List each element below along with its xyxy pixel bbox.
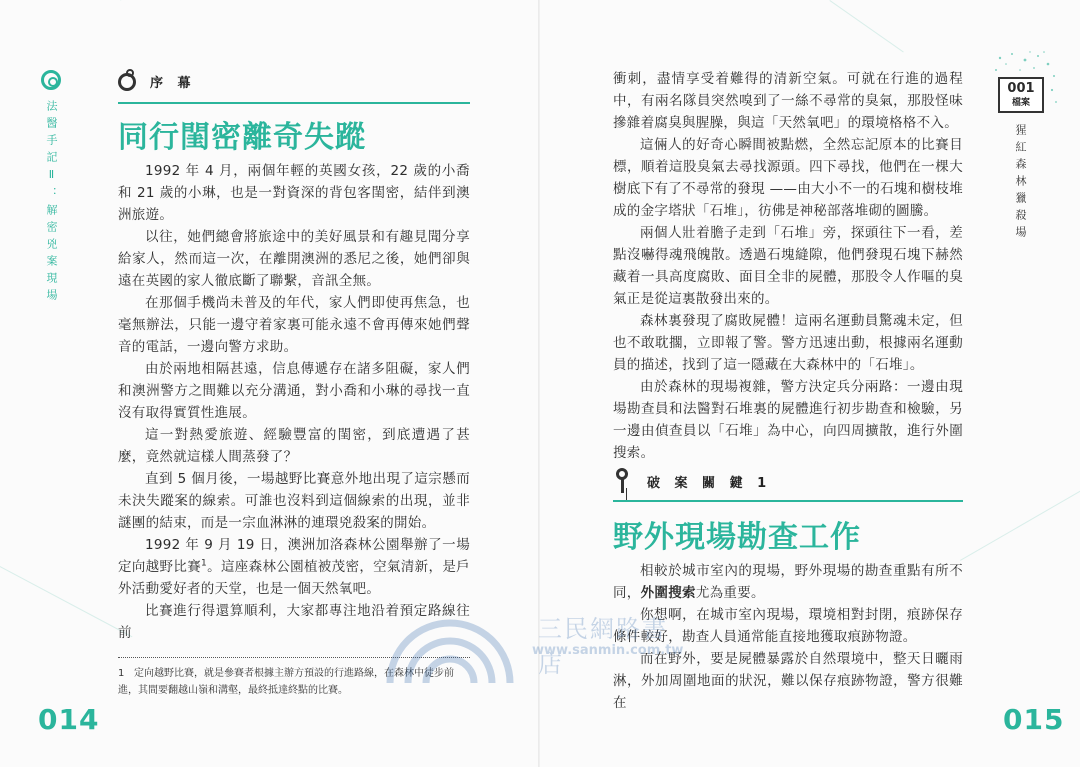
page-number-right: 015 bbox=[1003, 703, 1065, 736]
watermark-name: 三民網路書店 bbox=[538, 615, 668, 678]
watermark-url: www.sanmin.com.tw bbox=[532, 643, 684, 658]
case-file-tag bbox=[998, 77, 1044, 113]
section-title: 破 案 關 鍵 1 bbox=[647, 475, 772, 491]
paragraph: 由於兩地相隔甚遠，信息傳遞存在諸多阻礙，家人們和澳洲警方之間難以充分溝通，對小喬和小琳的尋找一直沒有取得實質性進展。 bbox=[118, 361, 470, 421]
paragraph: 兩個人壯着膽子走到「石堆」旁，探頭往下一看，差點沒嚇得魂飛魄散。透過石塊縫隙，他們發現石塊下赫然藏着一具高度腐敗、面目全非的屍體，那股令人作嘔的臭氣正是從這裏散發出來的。 bbox=[613, 225, 963, 307]
paragraph-emphasis: 相較於城市室內的現場，野外現場的勘查重點有所不同，外圍搜索尤為重要。 bbox=[613, 563, 963, 601]
footnote-divider bbox=[118, 657, 470, 658]
target-icon bbox=[41, 70, 61, 90]
decorative-line bbox=[960, 490, 1080, 561]
section-rule bbox=[613, 500, 963, 502]
paragraph-footnoted: 1992 年 9 月 19 日，澳洲加洛森林公園舉辦了一場定向越野比賽$^1$。這座森林公園植被茂密，空氣清新，是戶外活動愛好者的天堂，也是一個天然氧吧。 bbox=[118, 537, 470, 597]
emphasis-term: 外圍搜索 bbox=[640, 585, 696, 601]
section-title: 序 幕 bbox=[150, 76, 196, 91]
decorative-line bbox=[829, 0, 903, 52]
page-number-left: 014 bbox=[38, 703, 100, 736]
paragraph: 以往，她們總會將旅途中的美好風景和有趣見聞分享給家人，然而這一次，在離開澳洲的悉尼之後，她們卻與遠在英國的家人徹底斷了聯繫，音訊全無。 bbox=[118, 229, 470, 289]
paragraph-continued: 衝刺，盡情享受着難得的清新空氣。可就在行進的過程中，有兩名隊員突然嗅到了一絲不尋常的臭氣，那股怪味摻雜着腐臭與腥臊，與這「天然氧吧」的環境格格不入。 bbox=[613, 71, 963, 131]
paragraph: 比賽進行得還算順利，大家都專注地沿着預定路線往前 bbox=[118, 603, 470, 641]
chapter-headline: 同行閨密離奇失蹤 bbox=[118, 120, 366, 155]
paragraph: 這倆人的好奇心瞬間被點燃，全然忘記原本的比賽目標，順着這股臭氣去尋找源頭。四下尋找，他們在一棵大樹底下有了不尋常的發現 ——由大小不一的石塊和樹枝堆成的金字塔狀「石堆」，彷佛是神秘部落堆砌的圖騰。 bbox=[613, 137, 963, 219]
paragraph: 1992 年 4 月，兩個年輕的英國女孩，22 歲的小喬和 21 歲的小琳，也是一對資深的背包客閨密，結伴到澳洲旅遊。 bbox=[118, 163, 470, 223]
right-body-bottom bbox=[613, 560, 963, 714]
paragraph: 由於森林的現場複雜，警方決定兵分兩路：一邊由現場勘查員和法醫對石堆裏的屍體進行初步勘查和檢驗，另一邊由偵查員以「石堆」為中心，向四周擴散，進行外圍搜索。 bbox=[613, 379, 963, 461]
section-rule bbox=[118, 102, 470, 104]
paragraph: 你想啊，在城市室內現場，環境相對封閉，痕跡保存條件較好，勘查人員通常能直接地獲取痕跡物證。 bbox=[613, 607, 963, 645]
right-body-top bbox=[613, 68, 963, 464]
paragraph: 直到 5 個月後，一場越野比賽意外地出現了這宗懸而未決失蹤案的線索。可誰也沒料到這個線索的出現，並非謎團的結束，而是一宗血淋淋的連環兇殺案的開始。 bbox=[118, 471, 470, 531]
paragraph: 這一對熱愛旅遊、經驗豐富的閨密，到底遭遇了甚麼，竟然就這樣人間蒸發了？ bbox=[118, 427, 470, 465]
left-body-text bbox=[118, 160, 470, 644]
section-header bbox=[613, 468, 771, 494]
paragraph: 而在野外，要是屍體暴露於自然環境中，整天日曬雨淋，外加周圍地面的狀況，難以保存痕跡物證，警方很難在 bbox=[613, 651, 963, 711]
paragraph: 森林裏發現了腐敗屍體！這兩名運動員驚魂未定，但也不敢耽擱，立即報了警。警方迅速出動，根據兩名運動員的描述，找到了這一隱藏在大森林中的「石堆」。 bbox=[613, 313, 963, 373]
case-title-vertical: 猩紅森林獵殺場 bbox=[1014, 124, 1027, 243]
keys-icon bbox=[613, 468, 633, 494]
section-header bbox=[118, 72, 196, 91]
series-title-vertical: 法醫手記Ⅱ：解密兇案現場 bbox=[45, 100, 58, 306]
paragraph: 在那個手機尚未普及的年代，家人們即使再焦急，也毫無辦法，只能一邊守着家裏可能永遠不會再傳來她們聲音的電話，一邊向警方求助。 bbox=[118, 295, 470, 355]
footnote-number: 1 bbox=[118, 668, 125, 679]
stopwatch-icon bbox=[118, 73, 136, 91]
footnote-reference[interactable]: 1 bbox=[201, 558, 208, 569]
decorative-line bbox=[120, 0, 239, 1]
section-headline: 野外現場勘查工作 bbox=[613, 520, 861, 555]
footnote bbox=[118, 665, 470, 699]
case-file-number: 001 bbox=[1007, 81, 1035, 96]
case-file-label: 檔案 bbox=[1011, 98, 1030, 108]
footnote-text: 定向越野比賽，就是參賽者根據主辦方預設的行進路線，在森林中徒步前進，其間要翻越山嶺和溝壑，最終抵達終點的比賽。 bbox=[118, 668, 454, 696]
decorative-line bbox=[0, 566, 132, 637]
